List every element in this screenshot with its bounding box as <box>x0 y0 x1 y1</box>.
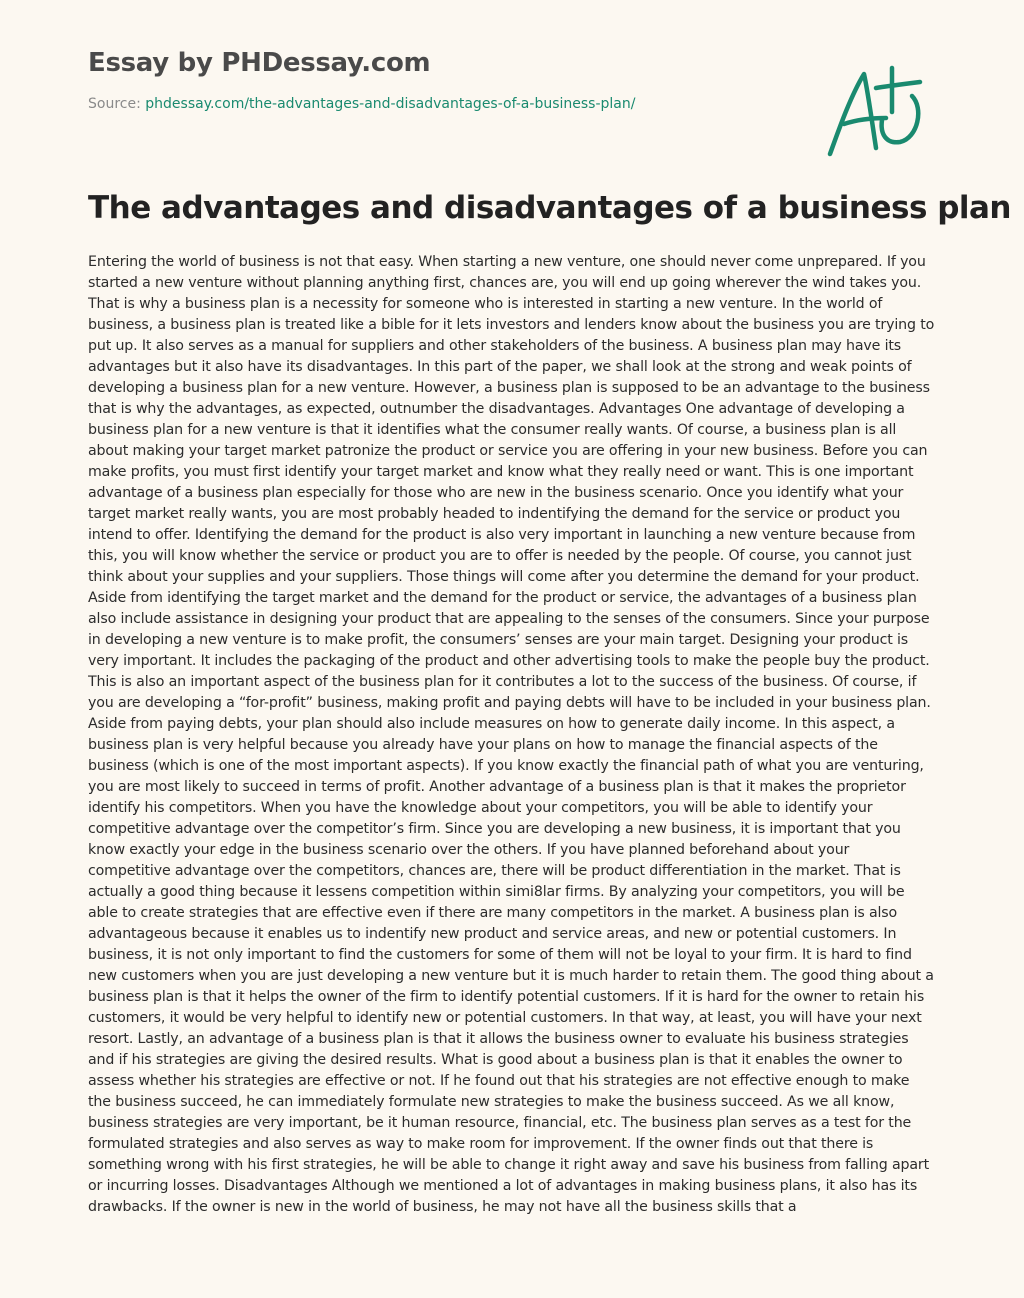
essay-body: Entering the world of business is not that easy. When starting a new venture, one should never come unprepared. If you started a new venture without planning anything first, chances are, you will end up going wherever the wind takes you. That is why a business plan is a necessity for someone who is interested in starting a new venture. In the world of business, a business plan is treated like a bible for it lets investors and lenders know about the business you are trying to put up. It also serves as a manual for suppliers and other stakeholders of the business. A business plan may have its advantages but it also have its disadvantages. In this part of the paper, we shall look at the strong and weak points of developing a business plan for a new venture. However, a business plan is supposed to be an advantage to the business that is why the advantages, as expected, outnumber the disadvantages. Advantages One advantage of developing a business plan for a new venture is that it identifies what the consumer really wants. Of course, a business plan is all about making your target market patronize the product or service you are offering in your new business. Before you can make profits, you must first identify your target market and know what they really need or want. This is one important advantage of a business plan especially for those who are new in the business scenario. Once you identify what your target market really wants, you are most probably headed to indentifying the demand for the service or product you intend to offer. Identifying the demand for the product is also very important in launching a new venture because from this, you will know whether the service or product you are to offer is needed by the people. Of course, you cannot just think about your supplies and your suppliers. Those things will come after you determine the demand for your product. Aside from identifying the target market and the demand for the product or service, the advantages of a business plan also include assistance in designing your product that are appealing to the senses of the consumers. Since your purpose in developing a new venture is to make profit, the consumers’ senses are your main target. Designing your product is very important. It includes the packaging of the product and other advertising tools to make the people buy the product. This is also an important aspect of the business plan for it contributes a lot to the success of the business. Of course, if you are developing a “for-profit” business, making profit and paying debts will have to be included in your business plan. Aside from paying debts, your plan should also include measures on how to generate daily income. In this aspect, a business plan is very helpful because you already have your plans on how to manage the financial aspects of the business (which is one of the most important aspects). If you know exactly the financial path of what you are venturing, you are most likely to succeed in terms of profit. Another advantage of a business plan is that it makes the proprietor identify his competitors. When you have the knowledge about your competitors, you will be able to identify your competitive advantage over the competitor’s firm. Since you are developing a new business, it is important that you know exactly your edge in the business scenario over the others. If you have planned beforehand about your competitive advantage over the competitors, chances are, there will be product differentiation in the market. That is actually a good thing because it lessens competition within simi8lar firms. By analyzing your competitors, you will be able to create strategies that are effective even if there are many competitors in the market. A business plan is also advantageous because it enables us to indentify new product and service areas, and new or potential customers. In business, it is not only important to find the customers for some of them will not be loyal to your firm. It is hard to find new customers when you are just developing a new venture but it is much harder to retain them. The good thing about a business plan is that it helps the owner of the firm to identify potential customers. If it is hard for the owner to retain his customers, it would be very helpful to identify new or potential customers. In that way, at least, you will have your next resort. Lastly, an advantage of a business plan is that it allows the business owner to evaluate his business strategies and if his strategies are giving the desired results. What is good about a business plan is that it enables the owner to assess whether his strategies are effective or not. If he found out that his strategies are not effective enough to make the business succeed, he can immediately formulate new strategies to make the business succeed. As we all know, business strategies are very important, be it human resource, financial, etc. The business plan serves as a test for the formulated strategies and also serves as way to make room for improvement. If the owner finds out that there is something wrong with his first strategies, he will be able to change it right away and save his business from falling apart or incurring losses. Disadvantages Although we mentioned a lot of advantages in making business plans, it also has its drawbacks. If the owner is new in the world of business, he may not have all the business skills that a <box>88 254 935 1215</box>
source-label: Source: <box>88 96 141 113</box>
essay-body-container <box>88 252 936 1252</box>
source-line <box>88 95 728 113</box>
site-brand: Essay by PHDessay.com <box>88 48 431 78</box>
source-link[interactable]: phdessay.com/the-advantages-and-disadvantages-of-a-business-plan/ <box>145 96 636 113</box>
document-header <box>88 48 728 113</box>
essay-title: The advantages and disadvantages of a business plan <box>88 190 1011 226</box>
a-plus-logo-icon <box>820 62 930 162</box>
